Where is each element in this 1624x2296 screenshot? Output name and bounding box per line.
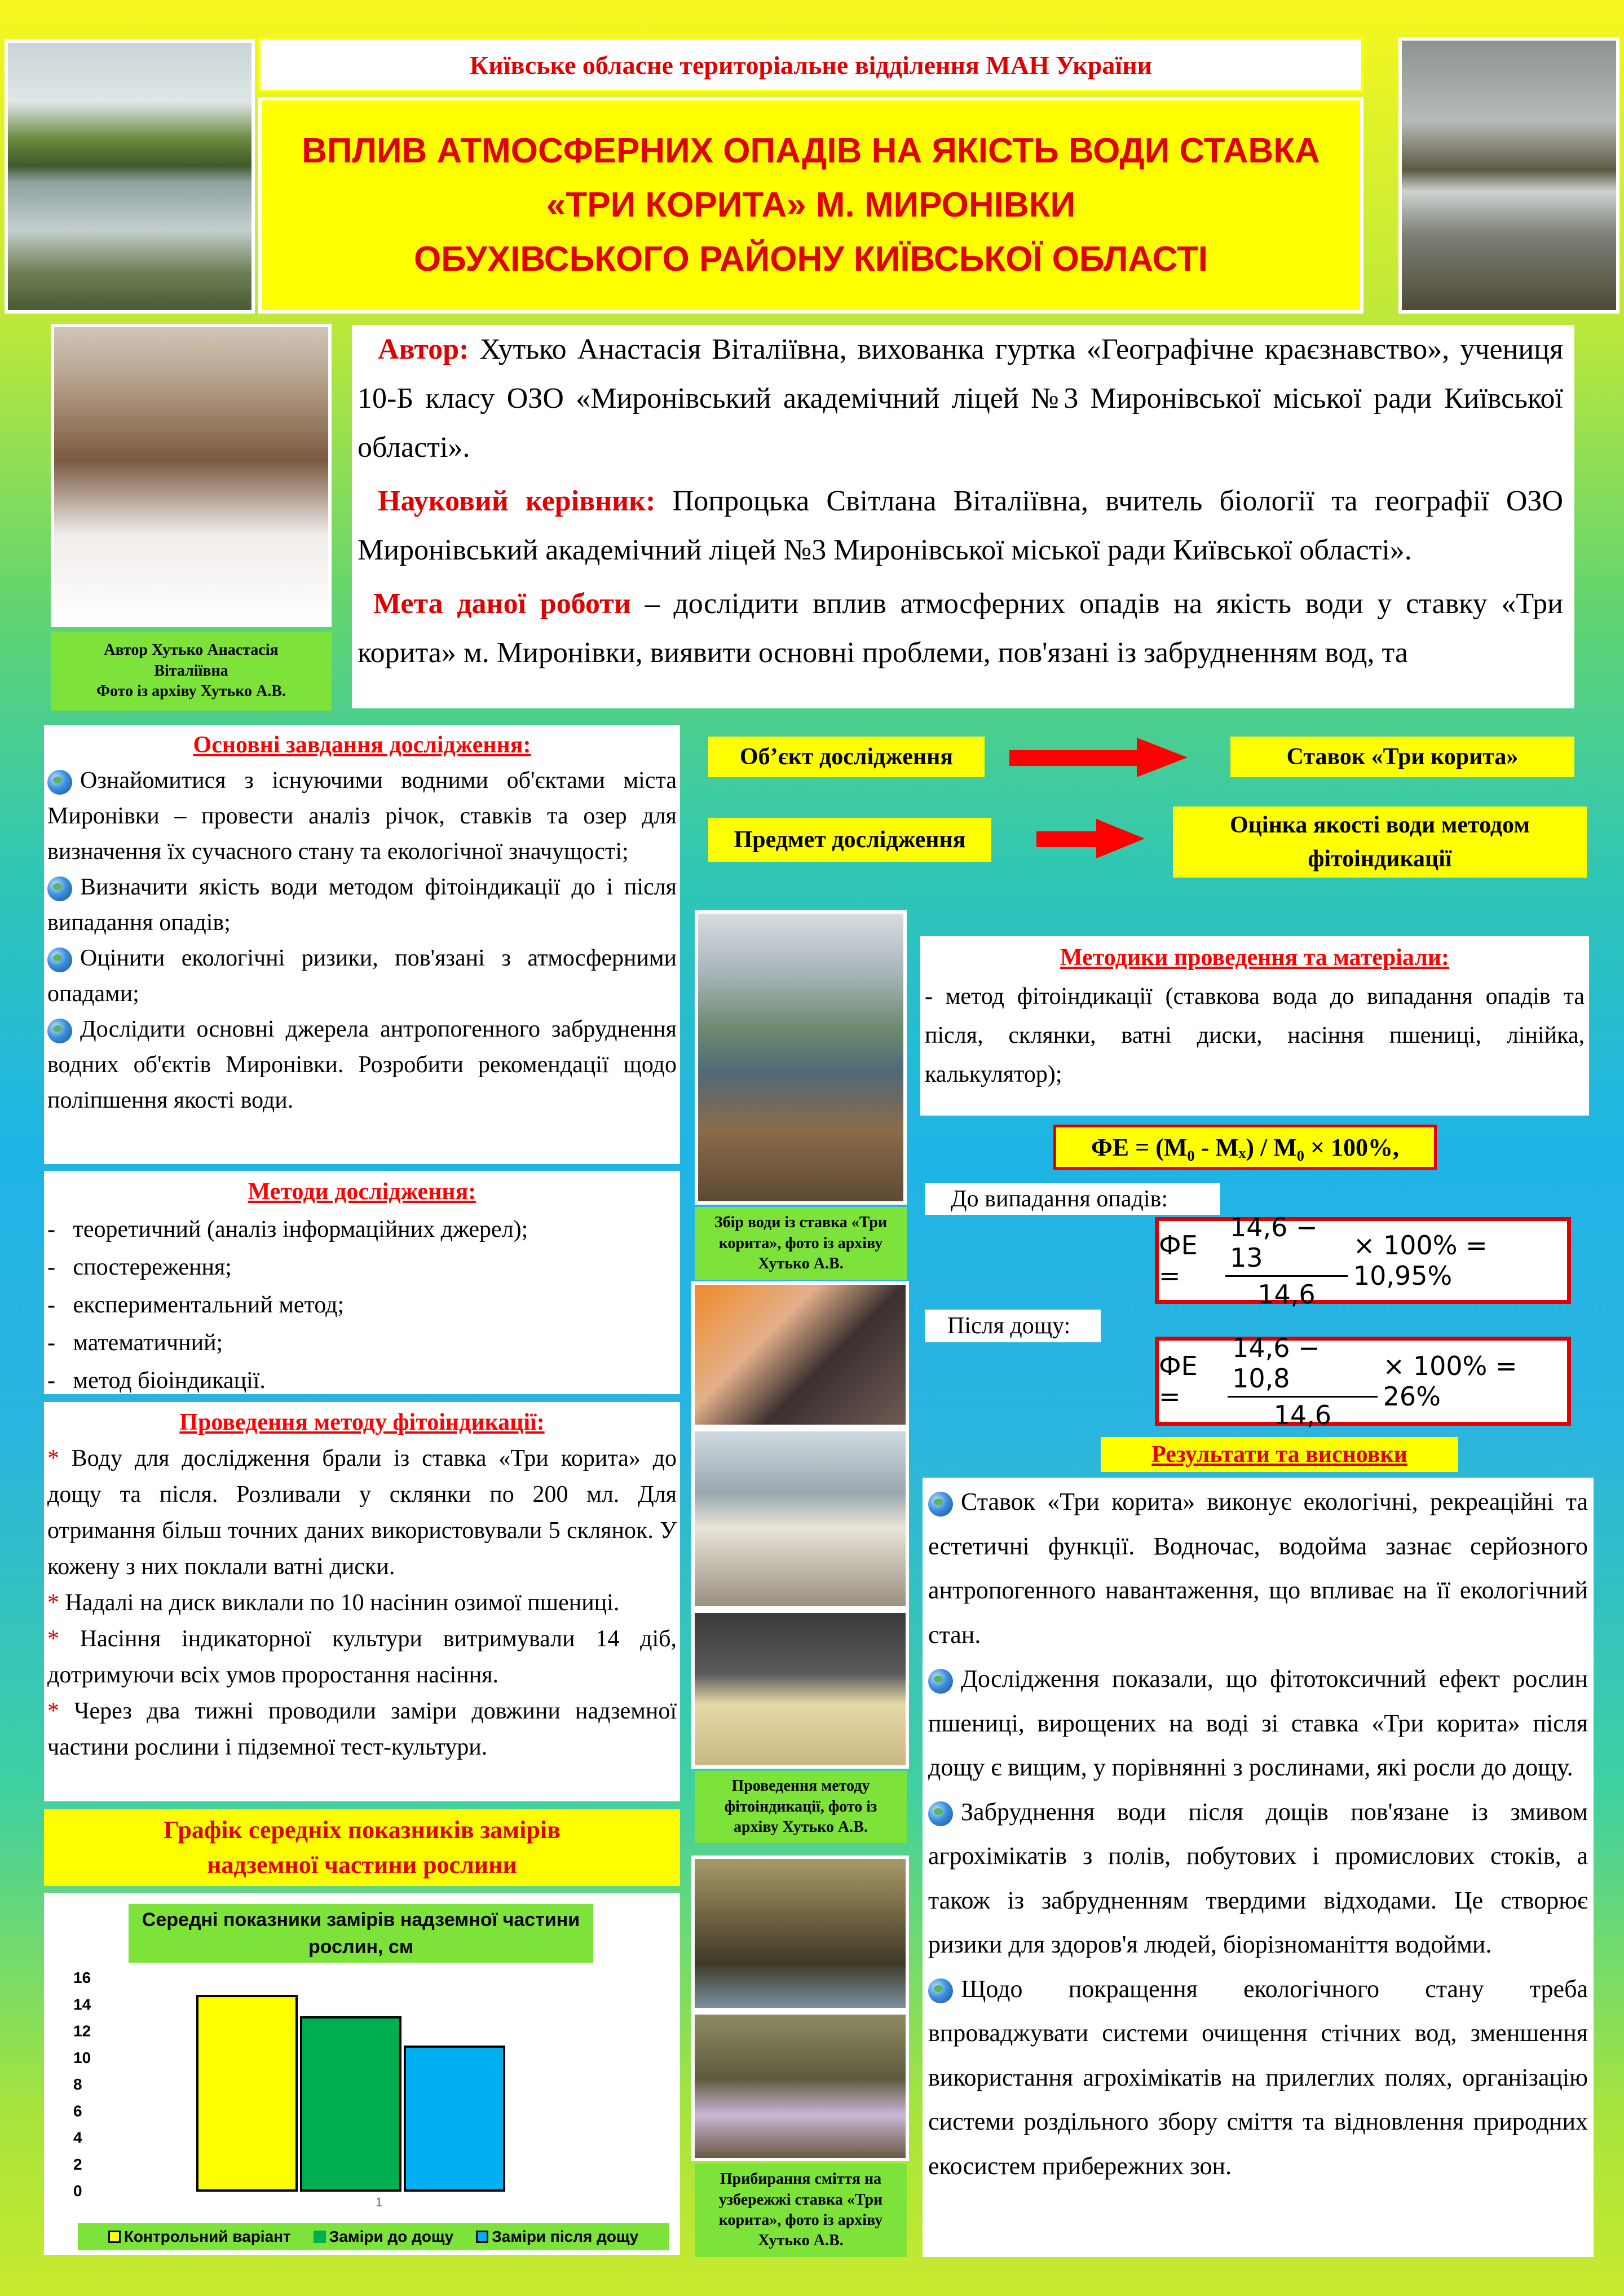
y-tick-label: 4 [73,2128,82,2147]
result-item: Щодо покращення екологічного стану треба впроваджувати системи очищення стічних вод, зменшення використання агрохімікатів на прилеглих полях, організацію системи роздільного збору сміття та відновлення природних екосистем прибережних зон. [928,1975,1588,2180]
method-item: - теоретичний (аналіз інформаційних джерел); [47,1217,528,1242]
results-box [923,1478,1594,2257]
y-tick-label: 14 [73,1995,91,2013]
globe-icon [47,1019,72,1043]
bar-chart [44,1893,680,2255]
y-tick-label: 8 [73,2075,82,2093]
phyto-method-photo-1 [691,1281,909,1428]
method-item: - спостереження; [47,1254,232,1280]
water-collection-photo [695,910,907,1205]
globe-icon [928,1669,953,1694]
method-item: - експериментальний метод; [47,1292,345,1318]
result-item: Забруднення води після дощів пов'язане із змивом агрохімікатів з полів, побутових і промислових стоків, а також із забрудненням твердими відходами. Це створює ризики для здоров'я людей, біорізноманіття водойми. [928,1797,1588,1958]
asterisk-icon: * [47,1590,59,1616]
author-photo-caption [51,632,332,711]
y-tick-label: 2 [73,2155,82,2173]
object-value: Ставок «Три корита» [1286,744,1519,770]
title-banner [258,97,1363,314]
supervisor-label: Науковий керівник: [378,485,656,517]
formula-after-rain: ФЕ = $\frac{14,6 - 10,8}{14,6}$ × 100% = 26% [1155,1337,1571,1426]
author-caption-line-3: Фото із архіву Хутько А.В. [96,682,286,700]
arrow-right-icon [1036,819,1146,858]
formula-main-box [1053,1125,1437,1170]
after-rain-label-box [925,1310,1101,1342]
phyto-item: * Через два тижні проводили заміри довжини надземної частини рослини і підземної тест-культури. [47,1698,677,1760]
author-paragraph [358,325,1563,472]
after-rain-label: Після дощу: [947,1313,1071,1339]
object-value-box [1230,737,1574,777]
before-rain-label: До випадання опадів: [951,1186,1168,1212]
cleanup-photo-2 [691,2011,909,2161]
author-photo [51,324,332,627]
globe-icon [928,1978,953,2003]
legend-item-after: Заміри після дощу [476,2228,638,2246]
phyto-method-photo-3 [691,1610,909,1769]
legend-swatch-green [314,2231,326,2243]
results-title: Результати та висновки [1151,1442,1407,1467]
globe-icon [47,948,72,972]
formula-before-rain: ФЕ = $\frac{14,6 - 13}{14,6}$ × 100% = 10,95% [1155,1217,1571,1304]
subject-label: Предмет дослідження [734,827,966,853]
object-label: Об’єкт дослідження [739,744,954,770]
globe-icon [928,1801,953,1826]
task-item: Дослідити основні джерела антропогенного забруднення водних об'єктів Миронівки. Розробити рекомендації щодо поліпшення якості води. [47,1016,677,1113]
result-item: Ставок «Три корита» виконує екологічні, рекреаційні та естетичні функції. Водночас, водойма зазнає серйозного антропогенного навантаження, що впливає на її екологічний стан. [928,1488,1588,1649]
intro-box [352,325,1574,708]
tasks-box [44,725,680,1164]
task-item: Оцінити екологічні ризики, пов'язані з атмосферними опадами; [47,945,677,1007]
chart-title: Середні показники замірів надземної частини рослин, см [142,1909,580,1958]
phyto-item: * Надалі на диск виклали по 10 насінин озимої пшениці. [47,1590,620,1616]
y-tick-label: 10 [73,2048,91,2066]
result-item: Дослідження показали, що фітотоксичний ефект рослин пшениці, вирощених на воді зі ставка «Три корита» після дощу є вищим, у порівнянні з рослинами, які росли до дощу. [928,1665,1588,1781]
materials-text: - метод фітоіндикації (ставкова вода до випадання опадів та після, склянки, ватні диски, насіння пшениці, лінійка, калькулятор); [925,984,1585,1087]
phyto-method-photo-2 [691,1428,909,1610]
phyto-item: * Воду для дослідження брали із ставка «Три корита» до дощу та після. Розливали у склянки по 200 мл. Для отримання більш точних даних використовували 5 склянок. У кожену з них поклали ватні диски. [47,1446,677,1580]
legend-swatch-blue [476,2231,488,2243]
phyto-item: * Насіння індикаторної культури витримували 14 діб, дотримуючи всіх умов проростання насіння. [47,1626,677,1688]
method-item: - математичний; [47,1330,223,1356]
before-rain-label-box [925,1183,1220,1215]
goal-paragraph [358,579,1563,677]
author-label: Автор: [378,333,469,365]
legend-item-before: Заміри до дощу [314,2228,453,2246]
subject-value-box [1173,807,1587,878]
chart-legend [78,2223,669,2250]
phyto-box [44,1402,680,1801]
asterisk-icon: * [47,1626,59,1652]
materials-title: Методики проведення та матеріали: [1060,945,1450,971]
methods-title: Методи дослідження: [248,1179,476,1205]
chart-plot [44,1893,680,2255]
y-tick-label: 0 [73,2182,82,2200]
fraction: $\frac{14,6 - 10,8}{14,6}$ [1228,1333,1378,1430]
title-line-3: ОБУХІВСЬКОГО РАЙОНУ КИЇВСЬКОЇ ОБЛАСТІ [414,240,1208,279]
cleanup-caption: Прибирання сміття на узбережжі ставка «Три корита», фото із архіву Хутько А.В. [695,2163,907,2257]
lake-photo-left [5,39,255,314]
method-item: - метод біоіндикації. [47,1368,266,1394]
chart-heading-line-1: Графік середніх показників замірів [164,1816,561,1844]
goal-text: – дослідити вплив атмосферних опадів на якість води у ставку «Три корита» м. Миронівки, виявити основні проблеми, пов'язані із забрудненням вод, та [358,588,1564,669]
y-tick-label: 12 [73,2022,91,2040]
materials-box [920,936,1589,1116]
org-name: Київське обласне територіальне відділення МАН України [469,50,1153,80]
task-item: Визначити якість води методом фітоіндикації до і після випадання опадів; [47,874,677,936]
cleanup-photo-1 [691,1856,909,2011]
org-banner [258,37,1363,92]
globe-icon [928,1492,953,1517]
methods-box [44,1171,680,1394]
author-caption-line-1: Автор Хутько Анастасія [104,641,279,659]
y-tick-label: 6 [73,2102,82,2120]
globe-icon [47,770,72,795]
asterisk-icon: * [47,1446,59,1471]
goal-label: Мета даної роботи [373,588,631,620]
results-title-box [1101,1437,1458,1472]
title-line-2: «ТРИ КОРИТА» М. МИРОНІВКИ [546,185,1076,224]
phyto-title: Проведення методу фітоіндикації: [179,1409,545,1435]
chart-heading-line-2: надземної частини рослини [207,1851,517,1879]
globe-icon [47,876,72,901]
lake-photo-right [1398,37,1619,314]
chart-bar [301,2017,400,2191]
supervisor-paragraph [358,477,1563,575]
x-category-label: 1 [376,2195,383,2209]
legend-swatch-yellow [108,2231,121,2243]
subject-value-line-1: Оцінка якості води методом [1230,812,1530,838]
arrow-right-icon [1009,738,1190,777]
chart-heading [44,1809,680,1886]
chart-bar [405,2047,504,2191]
water-collection-caption: Збір води із ставка «Три корита», фото із архіву Хутько А.В. [695,1207,907,1280]
y-tick-label: 16 [73,1969,91,1986]
object-label-box [708,737,985,777]
fraction: $\frac{14,6 - 13}{14,6}$ [1225,1212,1348,1310]
chart-bar [197,1996,297,2191]
formula-main: ФЕ = (M₀ - Mₓ) / M₀ × 100%, [1091,1133,1400,1161]
title-line-1: ВПЛИВ АТМОСФЕРНИХ ОПАДІВ НА ЯКІСТЬ ВОДИ СТАВКА [302,131,1320,170]
asterisk-icon: * [47,1698,59,1724]
task-item: Ознайомитися з існуючими водними об'єктами міста Миронівки – провести аналіз річок, ставків та озер для визначення їх сучасного стану та екологічної значущості; [47,768,677,865]
legend-item-control: Контрольний варіант [108,2228,291,2246]
subject-label-box [708,818,991,862]
supervisor-text: Попроцька Світлана Віталіївна, вчитель біології та географії ОЗО Миронівський академічний ліцей №3 Миронівської міської ради Київської області». [358,485,1563,566]
author-text: Хутько Анастасія Віталіївна, вихованка гуртка «Географічне краєзнавство», учениця 10-Б класу ОЗО «Миронівський академічний ліцей №3 Миронівської міської ради Київської області». [358,333,1563,464]
tasks-title: Основні завдання дослідження: [193,732,531,758]
author-caption-line-2: Віталіївна [154,662,228,680]
phyto-method-caption: Проведення методу фітоіндикації, фото із архіву Хутько А.В. [695,1771,907,1843]
subject-value-line-2: фітоіндикації [1308,846,1452,872]
